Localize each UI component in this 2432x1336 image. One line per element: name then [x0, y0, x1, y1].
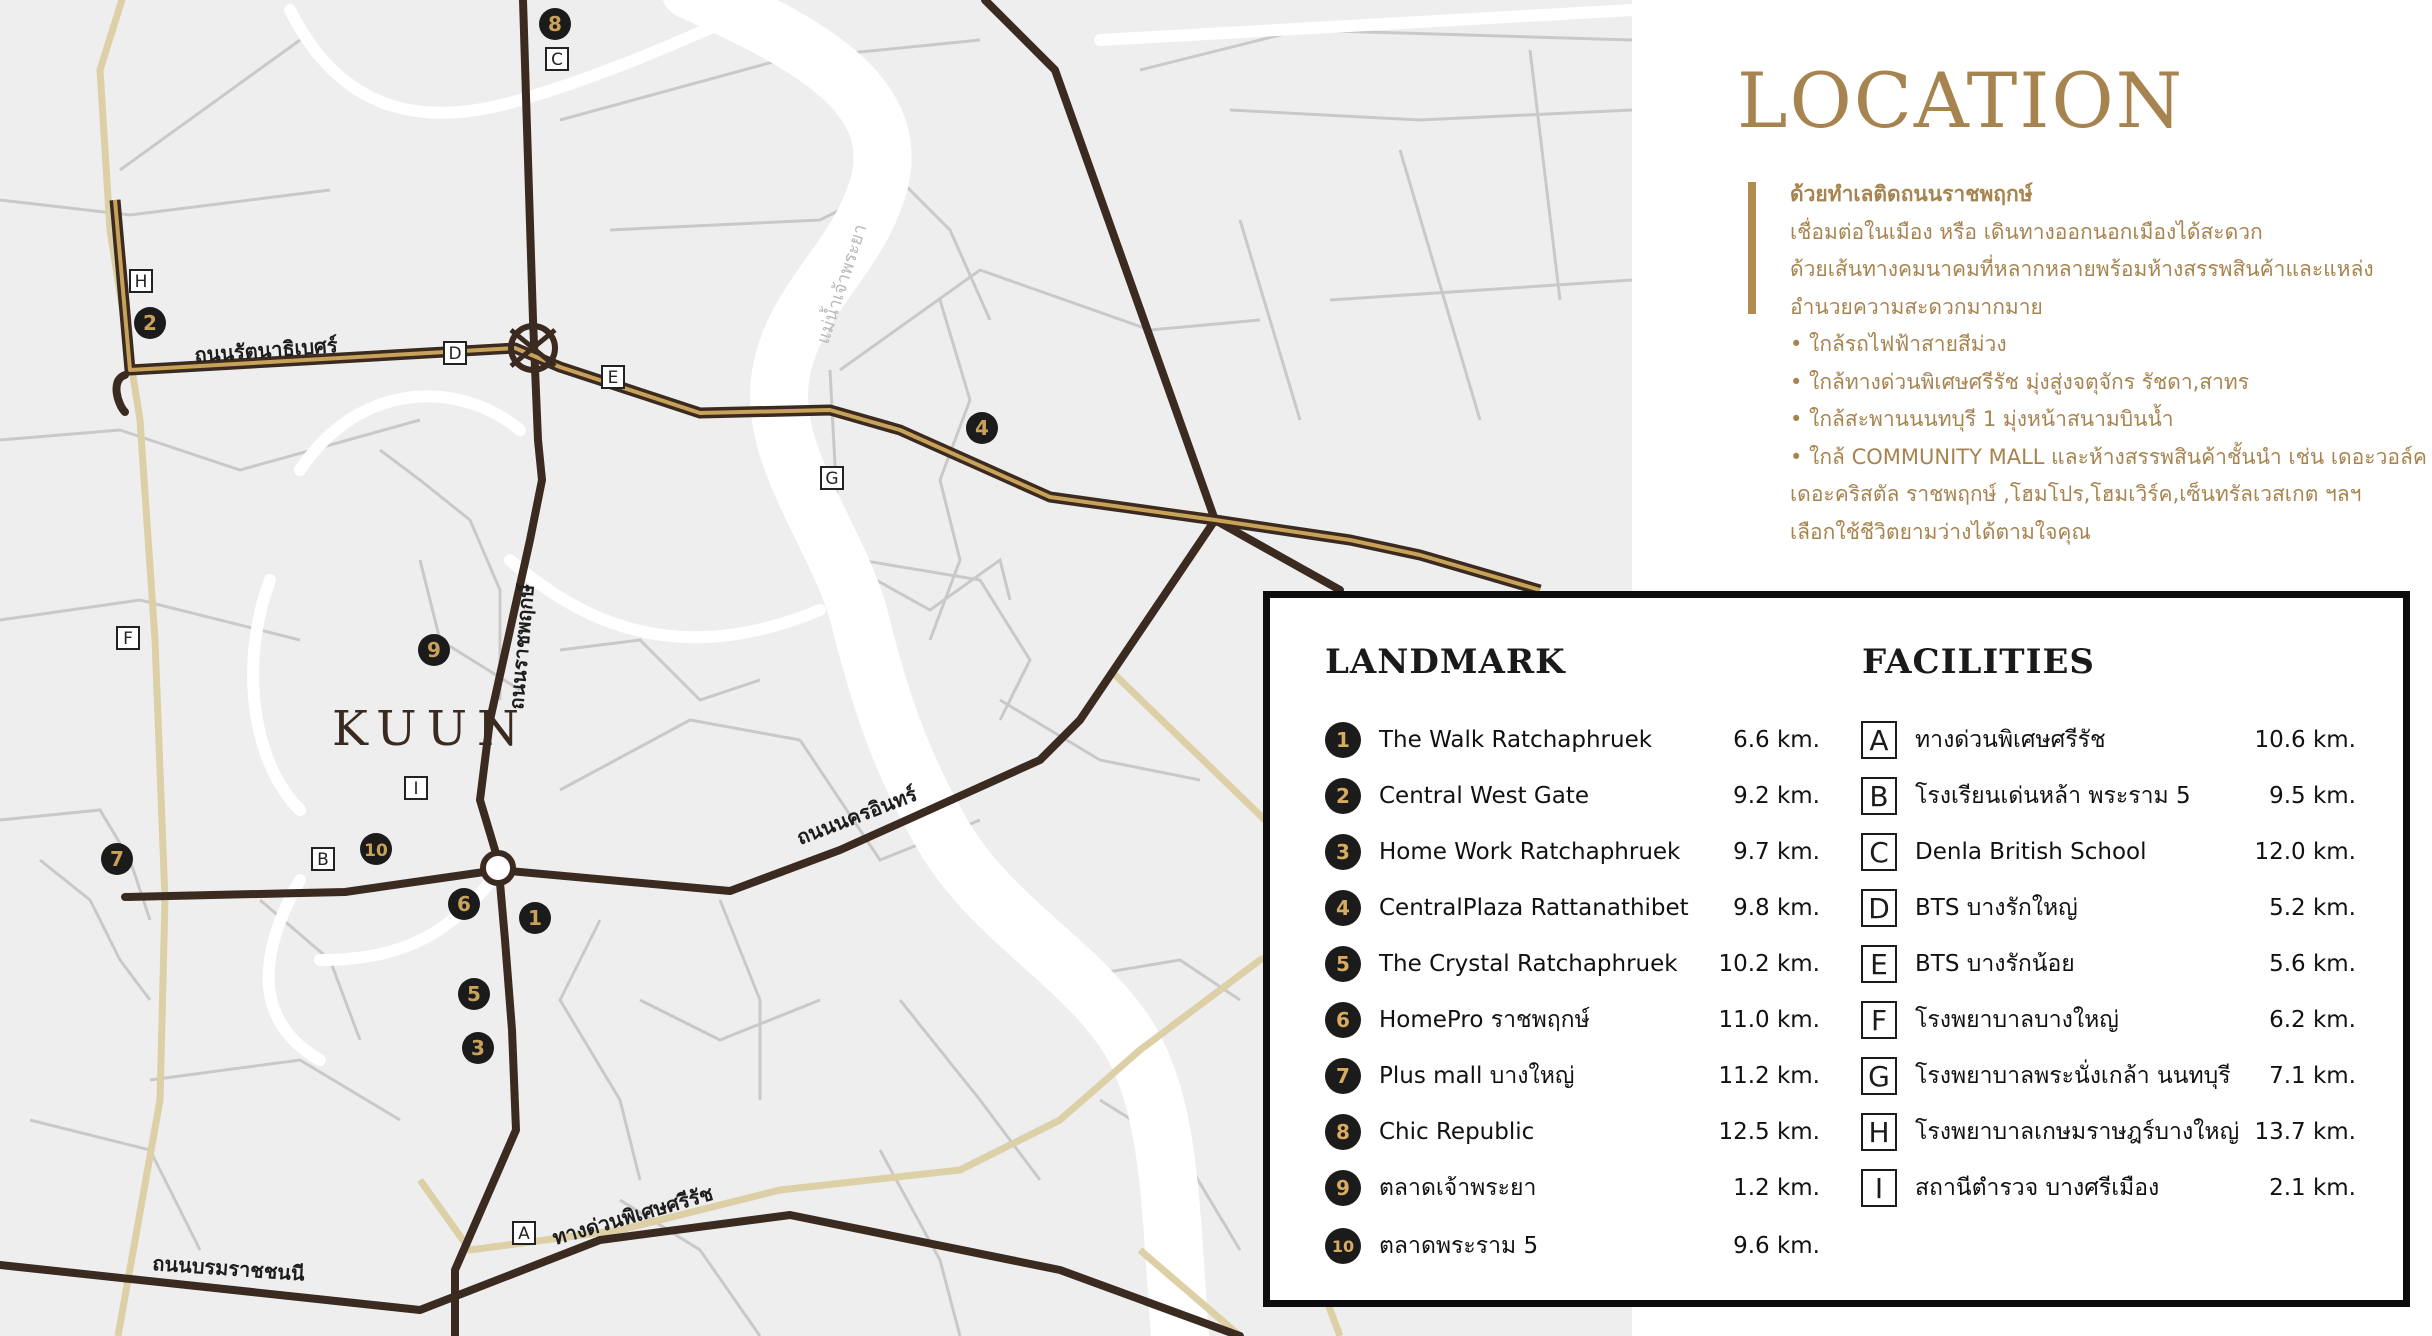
landmark-number: 10	[1325, 1228, 1361, 1264]
landmark-name: Central West Gate	[1379, 783, 1589, 809]
landmark-distance: 1.2 km.	[1733, 1175, 1820, 1201]
facility-marker[interactable]	[130, 270, 152, 292]
facility-name: โรงพยาบาลพระนั่งเกล้า นนทบุรี	[1915, 1063, 2231, 1089]
legend-panel	[1263, 591, 2410, 1307]
facility-letter: D	[1861, 889, 1897, 927]
landmark-number: 4	[1325, 890, 1361, 926]
landmark-pin[interactable]	[418, 634, 450, 666]
facility-distance: 6.2 km.	[2269, 1007, 2356, 1033]
facility-row[interactable]	[1861, 1056, 2356, 1096]
facility-distance: 10.6 km.	[2254, 727, 2356, 753]
svg-text:F: F	[123, 629, 133, 649]
road-label-expressway: ทางด่วนพิเศษศรีรัช	[549, 1181, 716, 1250]
facility-name: โรงเรียนเด่นหล้า พระราม 5	[1915, 783, 2191, 809]
landmark-number: 1	[1325, 722, 1361, 758]
svg-text:C: C	[551, 50, 563, 70]
svg-text:6: 6	[457, 892, 471, 916]
landmark-name: The Walk Ratchaphruek	[1379, 727, 1653, 753]
landmark-row[interactable]	[1325, 944, 1820, 984]
location-title: LOCATION	[1737, 56, 2185, 145]
location-bullet: • ใกล้ COMMUNITY MALL และห้างสรรพสินค้าชั้นนำ เช่น เดอะวอล์ค	[1790, 444, 2427, 469]
location-line: เชื่อมต่อในเมือง หรือ เดินทางออกนอกเมืองได้สะดวก	[1790, 219, 2263, 244]
landmark-row[interactable]	[1325, 1000, 1820, 1040]
facility-marker[interactable]	[444, 342, 466, 364]
facility-row[interactable]	[1861, 1168, 2356, 1208]
landmark-distance: 10.2 km.	[1718, 951, 1820, 977]
svg-text:8: 8	[548, 12, 562, 36]
facility-marker[interactable]	[117, 627, 139, 649]
landmark-row[interactable]	[1325, 776, 1820, 816]
landmark-pin[interactable]	[539, 8, 571, 40]
facility-distance: 5.6 km.	[2269, 951, 2356, 977]
landmark-pin[interactable]	[458, 978, 490, 1010]
river-label: แม่น้ำเจ้าพระยา	[812, 221, 872, 347]
facility-letter: I	[1861, 1169, 1897, 1207]
facility-name: Denla British School	[1915, 839, 2147, 865]
facility-marker[interactable]	[602, 366, 624, 388]
location-headline: ด้วยทำเลติดถนนราชพฤกษ์	[1790, 182, 2033, 206]
svg-text:2: 2	[143, 311, 157, 335]
svg-text:E: E	[607, 368, 619, 388]
road-label-borommaratchachonnani: ถนนบรมราชชนนี	[151, 1251, 306, 1286]
svg-text:9: 9	[427, 638, 441, 662]
facility-marker[interactable]	[405, 777, 427, 799]
facility-row[interactable]	[1861, 1112, 2356, 1152]
landmark-distance: 12.5 km.	[1718, 1119, 1820, 1145]
facility-row[interactable]	[1861, 1000, 2356, 1040]
landmark-pin[interactable]	[134, 307, 166, 339]
landmark-name: Chic Republic	[1379, 1119, 1535, 1145]
landmark-distance: 11.0 km.	[1718, 1007, 1820, 1033]
landmark-number: 9	[1325, 1170, 1361, 1206]
landmark-number: 5	[1325, 946, 1361, 982]
svg-text:H: H	[134, 272, 148, 292]
facility-marker[interactable]	[513, 1222, 535, 1244]
landmark-distance: 11.2 km.	[1718, 1063, 1820, 1089]
landmark-name: Plus mall บางใหญ่	[1379, 1063, 1575, 1089]
landmark-row[interactable]	[1325, 1112, 1820, 1152]
landmark-name: The Crystal Ratchaphruek	[1379, 951, 1678, 977]
landmark-distance: 9.6 km.	[1733, 1233, 1820, 1259]
landmark-row[interactable]	[1325, 1168, 1820, 1208]
facility-distance: 9.5 km.	[2269, 783, 2356, 809]
facility-name: ทางด่วนพิเศษศรีรัช	[1915, 727, 2106, 753]
landmark-pin[interactable]	[519, 902, 551, 934]
landmark-name: ตลาดพระราม 5	[1379, 1233, 1539, 1259]
accent-bar	[1748, 182, 1756, 314]
landmark-distance: 9.7 km.	[1733, 839, 1820, 865]
location-line: เลือกใช้ชีวิตยามว่างได้ตามใจคุณ	[1790, 519, 2091, 544]
facilities-title: FACILITIES	[1862, 642, 2095, 682]
landmark-title: LANDMARK	[1325, 642, 1566, 682]
landmark-row[interactable]	[1325, 1226, 1820, 1266]
location-line: ด้วยเส้นทางคมนาคมที่หลากหลายพร้อมห้างสรรพสินค้าและแหล่ง	[1790, 257, 2374, 281]
svg-text:1: 1	[528, 906, 542, 930]
landmark-row[interactable]	[1325, 888, 1820, 928]
facility-row[interactable]	[1861, 720, 2356, 760]
svg-text:3: 3	[471, 1036, 485, 1060]
road-label-rattanathibet: ถนนรัตนาธิเบศร์	[193, 333, 339, 367]
facility-letter: F	[1861, 1001, 1897, 1039]
svg-text:5: 5	[467, 982, 481, 1006]
facility-marker[interactable]	[546, 48, 568, 70]
facility-letter: C	[1861, 833, 1897, 871]
facility-marker[interactable]	[312, 848, 334, 870]
facility-row[interactable]	[1861, 944, 2356, 984]
landmark-name: HomePro ราชพฤกษ์	[1379, 1007, 1590, 1033]
facility-name: BTS บางรักน้อย	[1915, 951, 2075, 977]
landmark-row[interactable]	[1325, 832, 1820, 872]
kuun-project-logo: KUUN	[332, 701, 530, 757]
landmark-number: 8	[1325, 1114, 1361, 1150]
location-line: อำนวยความสะดวกมากมาย	[1790, 294, 2043, 319]
location-description	[1790, 176, 2427, 551]
landmark-name: CentralPlaza Rattanathibet	[1379, 895, 1689, 921]
facility-name: โรงพยาบาลเกษมราษฎร์บางใหญ่	[1915, 1119, 2240, 1145]
landmark-distance: 6.6 km.	[1733, 727, 1820, 753]
location-bullet: • ใกล้รถไฟฟ้าสายสีม่วง	[1790, 332, 2007, 356]
landmark-distance: 9.8 km.	[1733, 895, 1820, 921]
road-label-nakhon-in: ถนนนครอินทร์	[793, 781, 921, 850]
landmark-number: 2	[1325, 778, 1361, 814]
facility-row[interactable]	[1861, 888, 2356, 928]
landmark-pin[interactable]	[966, 412, 998, 444]
landmark-pin[interactable]	[462, 1032, 494, 1064]
svg-text:G: G	[825, 469, 839, 489]
facility-name: BTS บางรักใหญ่	[1915, 895, 2078, 921]
landmark-number: 6	[1325, 1002, 1361, 1038]
svg-text:7: 7	[110, 847, 124, 871]
location-bullet: • ใกล้ทางด่วนพิเศษศรีรัช มุ่งสู่งจตุจักร รัชดา,สาทร	[1790, 369, 2250, 394]
svg-text:10: 10	[364, 841, 388, 861]
facility-letter: E	[1861, 945, 1897, 983]
landmark-pin[interactable]	[101, 843, 133, 875]
facility-letter: B	[1861, 777, 1897, 815]
facility-name: สถานีตำรวจ บางศรีเมือง	[1915, 1175, 2160, 1201]
landmark-number: 3	[1325, 834, 1361, 870]
landmark-pin[interactable]	[360, 833, 392, 865]
location-bullet: • ใกล้สะพานนนทบุรี 1 มุ่งหน้าสนามบินน้ำ	[1790, 407, 2174, 431]
facility-marker[interactable]	[821, 467, 843, 489]
landmark-name: ตลาดเจ้าพระยา	[1379, 1175, 1537, 1201]
svg-text:4: 4	[975, 416, 989, 440]
facility-distance: 5.2 km.	[2269, 895, 2356, 921]
svg-text:I: I	[413, 779, 419, 799]
facility-distance: 12.0 km.	[2254, 839, 2356, 865]
chao-phraya-river	[690, 0, 1180, 1336]
interchange-south	[483, 853, 513, 883]
landmark-pin[interactable]	[448, 888, 480, 920]
facility-row[interactable]	[1861, 776, 2356, 816]
landmark-row[interactable]	[1325, 1056, 1820, 1096]
facility-name: โรงพยาบาลบางใหญ่	[1915, 1007, 2119, 1033]
road-label-ratchaphruek: ถนนราชพฤกษ์	[504, 583, 539, 711]
landmark-row[interactable]	[1325, 720, 1820, 760]
location-line: เดอะคริสตัล ราชพฤกษ์ ,โฮมโปร,โฮมเวิร์ค,เซ็นทรัลเวสเกต ฯลฯ	[1790, 482, 2362, 506]
svg-text:B: B	[317, 850, 329, 870]
landmark-number: 7	[1325, 1058, 1361, 1094]
svg-text:A: A	[518, 1224, 530, 1244]
facility-row[interactable]	[1861, 832, 2356, 872]
facility-distance: 2.1 km.	[2269, 1175, 2356, 1201]
facility-letter: H	[1861, 1113, 1897, 1151]
facility-distance: 7.1 km.	[2269, 1063, 2356, 1089]
landmark-name: Home Work Ratchaphruek	[1379, 839, 1681, 865]
landmark-distance: 9.2 km.	[1733, 783, 1820, 809]
facility-letter: G	[1861, 1057, 1897, 1095]
facility-distance: 13.7 km.	[2254, 1119, 2356, 1145]
facility-letter: A	[1861, 721, 1897, 759]
svg-text:D: D	[448, 344, 462, 364]
